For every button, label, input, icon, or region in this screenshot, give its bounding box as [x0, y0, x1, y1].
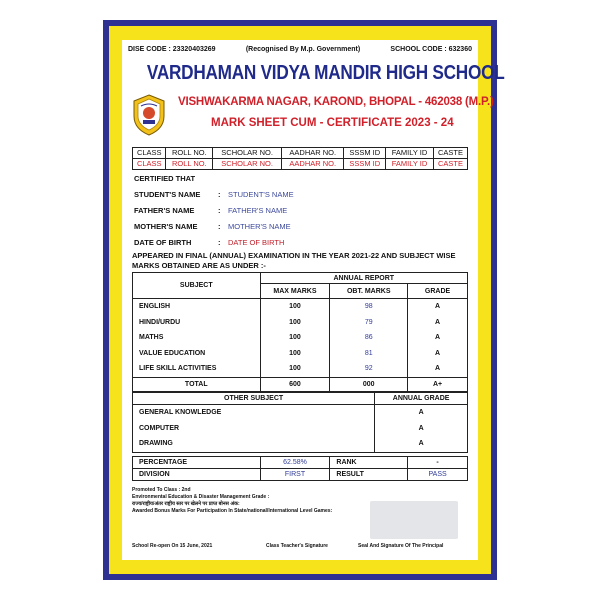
- marksheet: [122, 40, 505, 560]
- id-header-cell: CASTE: [433, 148, 467, 159]
- student-name-row: [134, 190, 294, 199]
- summary-table: [132, 456, 468, 481]
- total-max: 600: [260, 377, 330, 392]
- header-codes: [128, 46, 472, 53]
- total-grade: A+: [408, 377, 468, 392]
- id-value-cell: CLASS: [133, 159, 166, 170]
- id-header-cell: AADHAR NO.: [282, 148, 344, 159]
- obt-cell: 86: [330, 330, 408, 346]
- obt-cell: 98: [330, 299, 408, 315]
- marks-header-row: [133, 273, 468, 284]
- father-name-value: FATHER'S NAME: [228, 206, 288, 215]
- obt-cell: 79: [330, 315, 408, 331]
- other-grade-cell: A: [375, 436, 468, 452]
- principal-signature-label: Seal And Signature Of The Principal: [358, 543, 444, 549]
- result-value: PASS: [408, 469, 468, 481]
- seal-placeholder: [370, 501, 458, 539]
- id-header-cell: FAMILY ID: [386, 148, 434, 159]
- max-marks-header: MAX MARKS: [260, 284, 330, 299]
- max-cell: 100: [260, 330, 330, 346]
- promoted-text: Promoted To Class : 2nd: [132, 487, 191, 493]
- colon: :: [218, 190, 221, 199]
- table-row: [133, 405, 468, 421]
- mother-name-row: [134, 222, 291, 231]
- other-grade-cell: A: [375, 421, 468, 437]
- student-name-value: STUDENT'S NAME: [228, 190, 294, 199]
- division-label: DIVISION: [133, 469, 261, 481]
- id-value-cell: AADHAR NO.: [282, 159, 344, 170]
- max-cell: 100: [260, 361, 330, 377]
- grade-cell: A: [408, 315, 468, 331]
- percentage-value: 62.58%: [260, 457, 330, 469]
- table-row: [133, 315, 468, 331]
- colon: :: [218, 222, 221, 231]
- father-name-label: FATHER'S NAME: [134, 206, 195, 215]
- percentage-row: [133, 457, 468, 469]
- max-cell: 100: [260, 299, 330, 315]
- id-value-row: [133, 159, 468, 170]
- marks-table: [132, 272, 468, 393]
- colon: :: [218, 206, 221, 215]
- obt-marks-header: OBT. MARKS: [330, 284, 408, 299]
- max-cell: 100: [260, 315, 330, 331]
- obt-cell: 92: [330, 361, 408, 377]
- subject-cell: LIFE SKILL ACTIVITIES: [133, 361, 261, 377]
- other-subject-cell: DRAWING: [133, 436, 375, 452]
- grade-cell: A: [408, 346, 468, 362]
- id-header-cell: ROLL NO.: [166, 148, 213, 159]
- total-label: TOTAL: [133, 377, 261, 392]
- id-value-cell: ROLL NO.: [166, 159, 213, 170]
- student-id-table: [132, 147, 468, 170]
- annual-report-header: ANNUAL REPORT: [260, 273, 467, 284]
- student-name-label: STUDENT'S NAME: [134, 190, 201, 199]
- subject-header: SUBJECT: [133, 273, 261, 299]
- division-row: [133, 469, 468, 481]
- id-header-row: [133, 148, 468, 159]
- total-row: [133, 377, 468, 392]
- mother-name-value: MOTHER'S NAME: [228, 222, 291, 231]
- mother-name-label: MOTHER'S NAME: [134, 222, 198, 231]
- annual-grade-header: ANNUAL GRADE: [375, 392, 468, 405]
- colon: :: [218, 238, 221, 247]
- school-name: VARDHAMAN VIDYA MANDIR HIGH SCHOOL: [146, 62, 505, 84]
- reopen-date: School Re-open On 15 June, 2021: [132, 543, 213, 549]
- dise-code: DISE CODE : 23320403269: [128, 46, 216, 53]
- obt-cell: 81: [330, 346, 408, 362]
- teacher-signature-label: Class Teacher's Signature: [266, 543, 328, 549]
- grade-cell: A: [408, 361, 468, 377]
- recognition-text: (Recognised By M.p. Government): [245, 46, 361, 53]
- marksheet-title: MARK SHEET CUM - CERTIFICATE 2023 - 24: [211, 117, 454, 129]
- percentage-label: PERCENTAGE: [133, 457, 261, 469]
- table-row: [133, 346, 468, 362]
- dob-value: DATE OF BIRTH: [228, 238, 285, 247]
- school-code: SCHOOL CODE : 632360: [390, 46, 472, 53]
- env-grade-text: Environmental Education & Disaster Management Grade :: [132, 494, 270, 500]
- subject-cell: HINDI/URDU: [133, 315, 261, 331]
- school-address: VISHWAKARMA NAGAR, KAROND, BHOPAL - 462038 (M.P.): [178, 96, 494, 108]
- other-subject-header: OTHER SUBJECT: [133, 392, 375, 405]
- table-row: [133, 436, 468, 452]
- hindi-bonus-text: राज्य/राष्ट्रीय/अंतर राष्ट्रीय स्तर पर खेलने पर प्राप्त बोनस अंक:: [132, 501, 240, 507]
- id-header-cell: SCHOLAR NO.: [213, 148, 282, 159]
- table-row: [133, 361, 468, 377]
- table-row: [133, 299, 468, 315]
- id-header-cell: SSSM ID: [344, 148, 386, 159]
- table-row: [133, 330, 468, 346]
- certified-that: CERTIFIED THAT: [134, 174, 196, 183]
- id-value-cell: CASTE: [433, 159, 467, 170]
- grade-header: GRADE: [408, 284, 468, 299]
- subject-cell: MATHS: [133, 330, 261, 346]
- exam-statement: APPEARED IN FINAL (ANNUAL) EXAMINATION IN THE YEAR 2021-22 AND SUBJECT WISE MARKS OBTAINED ARE AS UNDER :-: [132, 251, 456, 270]
- other-subject-cell: COMPUTER: [133, 421, 375, 437]
- rank-value: -: [408, 457, 468, 469]
- max-cell: 100: [260, 346, 330, 362]
- rank-label: RANK: [330, 457, 408, 469]
- subject-cell: VALUE EDUCATION: [133, 346, 261, 362]
- dob-row: [134, 238, 284, 247]
- result-label: RESULT: [330, 469, 408, 481]
- other-header-row: [133, 392, 468, 405]
- dob-label: DATE OF BIRTH: [134, 238, 192, 247]
- table-row: [133, 421, 468, 437]
- id-value-cell: SSSM ID: [344, 159, 386, 170]
- grade-cell: A: [408, 299, 468, 315]
- id-header-cell: CLASS: [133, 148, 166, 159]
- id-value-cell: FAMILY ID: [386, 159, 434, 170]
- grade-cell: A: [408, 330, 468, 346]
- total-obt: 000: [330, 377, 408, 392]
- division-value: FIRST: [260, 469, 330, 481]
- school-emblem-icon: [132, 94, 166, 136]
- id-value-cell: SCHOLAR NO.: [213, 159, 282, 170]
- bonus-marks-text: Awarded Bonus Marks For Participation In State/national/International Level Games:: [132, 508, 333, 514]
- other-grade-cell: A: [375, 405, 468, 421]
- other-subject-table: [132, 391, 468, 453]
- father-name-row: [134, 206, 287, 215]
- other-subject-cell: GENERAL KNOWLEDGE: [133, 405, 375, 421]
- subject-cell: ENGLISH: [133, 299, 261, 315]
